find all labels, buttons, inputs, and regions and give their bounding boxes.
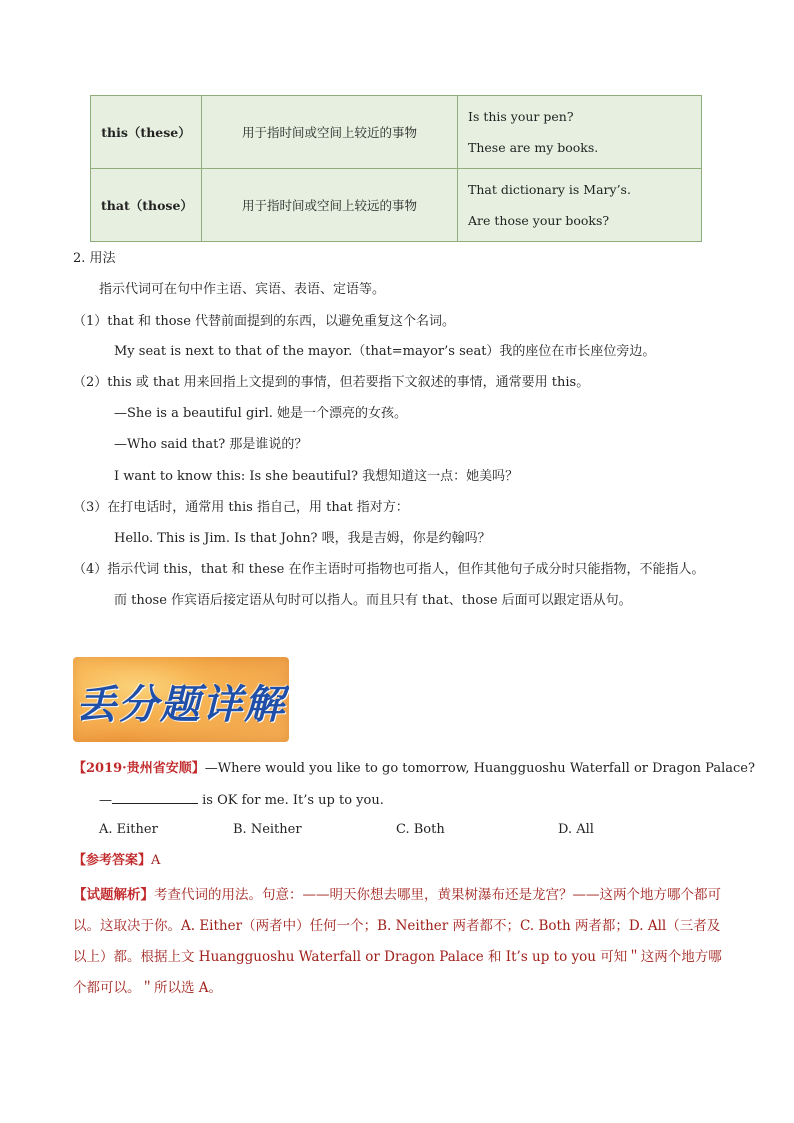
example-cell	[458, 169, 702, 242]
question-line-1: —Where would you like to go tomorrow, Huangguoshu Waterfall or Dragon Palace?	[204, 761, 755, 776]
option-a: A. Either	[99, 822, 158, 837]
usage-point-4: （4）指示代词 this，that 和 these 在作主语时可指物也可指人，但作其他句子成分时只能指物，不能指人。	[73, 562, 705, 577]
analysis-text: 考查代词的用法。句意：——明天你想去哪里，黄果树瀑布还是龙宫？——这两个地方哪个都可以。这取决于你。A. Either（两者中）任何一个；B. Neither 两者都不；C. Both 两者都；D. All（三者及以上）都。根据上文 Huangguoshu Waterfall or Dragon Palace 和 It’s up to you 可知＂这两个地方哪个都可以。＂所以选 A。	[73, 887, 722, 996]
question-stem	[73, 760, 755, 778]
banner-title: 丢分题详解	[76, 681, 286, 728]
table-row	[91, 96, 702, 169]
option-b: B. Neither	[233, 822, 302, 837]
answer-blank	[112, 791, 198, 804]
usage-point-1: （1）that 和 those 代替前面提到的东西，以避免重复这个名词。	[73, 314, 456, 329]
section-heading: 2. 用法	[73, 251, 116, 266]
example-sentence: That dictionary is Mary’s.	[468, 182, 631, 197]
pronoun-cell: that（those）	[91, 169, 202, 242]
demonstrative-pronoun-table	[90, 95, 702, 242]
usage-cell: 用于指时间或空间上较近的事物	[202, 96, 458, 169]
section-banner	[73, 657, 289, 742]
table-row	[91, 169, 702, 242]
usage-example: I want to know this: Is she beautiful? 我想知道这一点：她美吗？	[114, 469, 519, 484]
usage-example: Hello. This is Jim. Is that John? 喂，我是吉姆，你是约翰吗？	[114, 531, 491, 546]
question-line-2	[99, 791, 384, 810]
option-c: C. Both	[396, 822, 445, 837]
example-sentence: Are those your books?	[468, 213, 610, 228]
example-sentence: Is this your pen?	[468, 109, 574, 124]
usage-example: —She is a beautiful girl. 她是一个漂亮的女孩。	[114, 406, 408, 421]
usage-example: —Who said that? 那是谁说的？	[114, 437, 308, 452]
question-source: 【2019·贵州省安顺】	[73, 761, 205, 776]
usage-example: My seat is next to that of the mayor.（that=mayor’s seat）我的座位在市长座位旁边。	[114, 344, 656, 359]
usage-intro: 指示代词可在句中作主语、宾语、表语、定语等。	[99, 282, 386, 297]
usage-point-3: （3）在打电话时，通常用 this 指自己，用 that 指对方：	[73, 500, 409, 515]
question-line-2-rest: is OK for me. It’s up to you.	[198, 793, 384, 808]
example-cell	[458, 96, 702, 169]
reference-answer	[73, 852, 160, 870]
analysis-label: 【试题解析】	[73, 887, 154, 903]
analysis-paragraph	[73, 880, 725, 1004]
answer-label: 【参考答案】	[73, 853, 152, 868]
pronoun-cell: this（these）	[91, 96, 202, 169]
answer-value: A	[151, 853, 161, 868]
example-sentence: These are my books.	[468, 140, 599, 155]
option-d: D. All	[558, 822, 594, 837]
dash: —	[99, 793, 112, 808]
usage-point-4-continued: 而 those 作宾语后接定语从句时可以指人。而且只有 that、those 后面可以跟定语从句。	[114, 593, 632, 608]
usage-cell: 用于指时间或空间上较远的事物	[202, 169, 458, 242]
usage-point-2: （2）this 或 that 用来回指上文提到的事情，但若要指下文叙述的事情，通常要用 this。	[73, 375, 590, 390]
